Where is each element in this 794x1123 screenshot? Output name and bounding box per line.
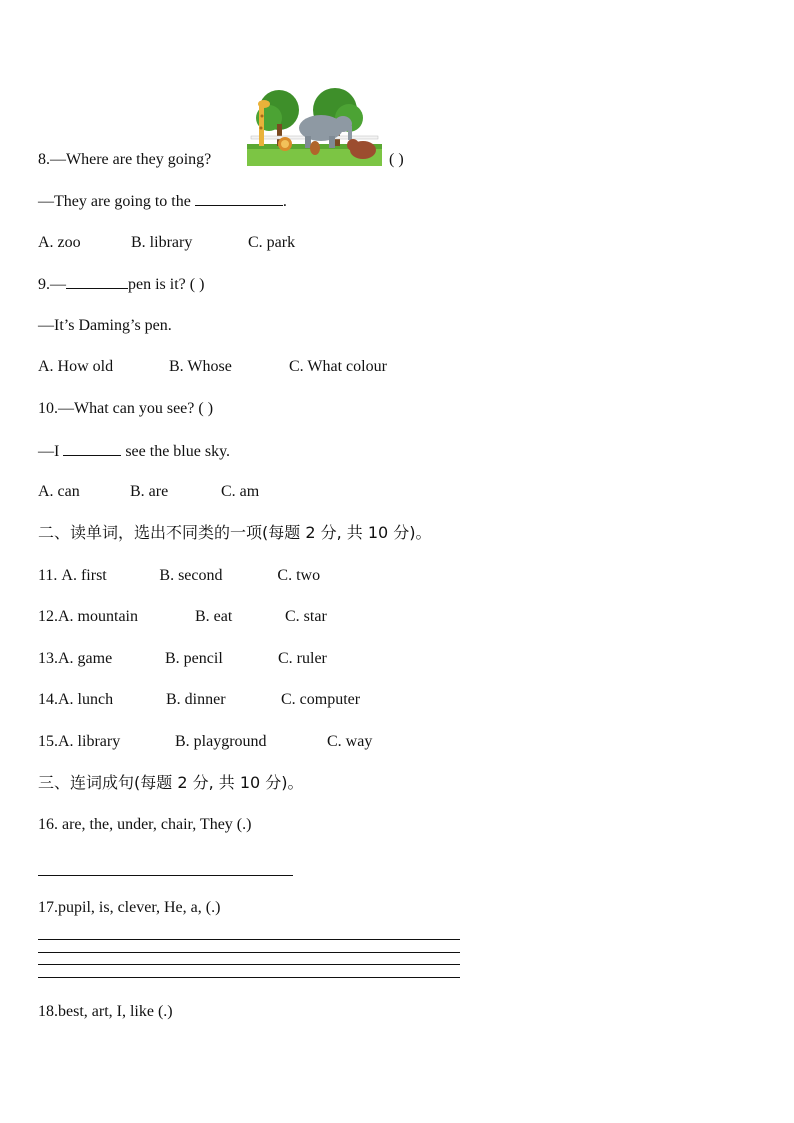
q12-option-b[interactable]: B. eat: [195, 608, 233, 625]
q12-option-a[interactable]: A. mountain: [58, 608, 138, 625]
q17-answer-line-4[interactable]: [38, 977, 460, 978]
q10-suffix: see the blue sky.: [121, 443, 231, 460]
q10-question: 10.—What can you see? ( ): [38, 400, 214, 417]
zoo-illustration-icon: [247, 88, 382, 166]
q8-paren: ( ): [389, 151, 404, 168]
q12-number: 12.: [38, 608, 58, 625]
section2-heading: 二、读单词，选出不同类的一项(每题 2 分, 共 10 分)。: [38, 523, 432, 542]
q11-line: [38, 566, 320, 586]
q14-option-c[interactable]: C. computer: [281, 691, 361, 708]
q8-answer-suffix: .: [282, 193, 287, 210]
q12-line: [38, 607, 327, 627]
q9-prefix: 9.—: [38, 276, 66, 293]
q9-option-c[interactable]: C. What colour: [289, 358, 387, 375]
q10-option-c[interactable]: C. am: [221, 483, 260, 500]
q8-answer-line: [38, 191, 287, 212]
q10-option-b[interactable]: B. are: [130, 483, 169, 500]
q8-option-a[interactable]: A. zoo: [38, 234, 81, 251]
q9-blank[interactable]: [66, 274, 128, 289]
q8-question: 8.—Where are they going?: [38, 151, 212, 168]
q8-answer-prefix: —They are going to the: [38, 193, 195, 210]
q10-answer-line: [38, 441, 230, 462]
q9-line: [38, 274, 204, 295]
q17-answer-line-3[interactable]: [38, 964, 460, 965]
q12-option-c[interactable]: C. star: [285, 608, 327, 625]
q11-option-c[interactable]: C. two: [277, 567, 321, 584]
q9-option-a[interactable]: A. How old: [38, 358, 114, 375]
q11-option-b[interactable]: B. second: [159, 567, 223, 584]
q11-number: 11.: [38, 567, 62, 584]
q15-option-b[interactable]: B. playground: [175, 733, 267, 750]
q10-blank[interactable]: [63, 441, 121, 456]
q13-option-c[interactable]: C. ruler: [278, 650, 327, 667]
q16-prompt: 16. are, the, under, chair, They (.): [38, 816, 252, 833]
q14-option-b[interactable]: B. dinner: [166, 691, 226, 708]
section3-heading: 三、连词成句(每题 2 分, 共 10 分)。: [38, 773, 304, 792]
q9-answer: —It’s Daming’s pen.: [38, 317, 172, 334]
q17-answer-line-2[interactable]: [38, 952, 460, 953]
q15-option-a[interactable]: A. library: [58, 733, 121, 750]
q15-option-c[interactable]: C. way: [327, 733, 373, 750]
q10-option-a[interactable]: A. can: [38, 483, 80, 500]
q8-option-c[interactable]: C. park: [248, 234, 296, 251]
q13-option-b[interactable]: B. pencil: [165, 650, 223, 667]
q14-number: 14.: [38, 691, 58, 708]
q9-option-b[interactable]: B. Whose: [169, 358, 232, 375]
q17-prompt: 17.pupil, is, clever, He, a, (.): [38, 899, 221, 916]
q11-option-a[interactable]: A. first: [61, 567, 107, 584]
q13-option-a[interactable]: A. game: [58, 650, 113, 667]
q10-options: [38, 482, 259, 502]
q17-answer-line-1[interactable]: [38, 939, 460, 940]
q9-suffix: pen is it? ( ): [128, 276, 205, 293]
q8-answer-blank[interactable]: [195, 191, 283, 206]
q14-line: [38, 690, 360, 710]
q14-option-a[interactable]: A. lunch: [58, 691, 114, 708]
q15-number: 15.: [38, 733, 58, 750]
zoo-illustration: [247, 88, 382, 166]
q15-line: [38, 732, 372, 752]
q18-prompt: 18.best, art, I, like (.): [38, 1003, 173, 1020]
q8-options: [38, 233, 295, 253]
q10-prefix: —I: [38, 443, 64, 460]
q16-answer-line[interactable]: [38, 875, 293, 876]
q13-line: [38, 649, 327, 669]
q13-number: 13.: [38, 650, 58, 667]
q8-line: [38, 150, 211, 170]
q8-option-b[interactable]: B. library: [131, 234, 193, 251]
q9-options: [38, 357, 387, 377]
